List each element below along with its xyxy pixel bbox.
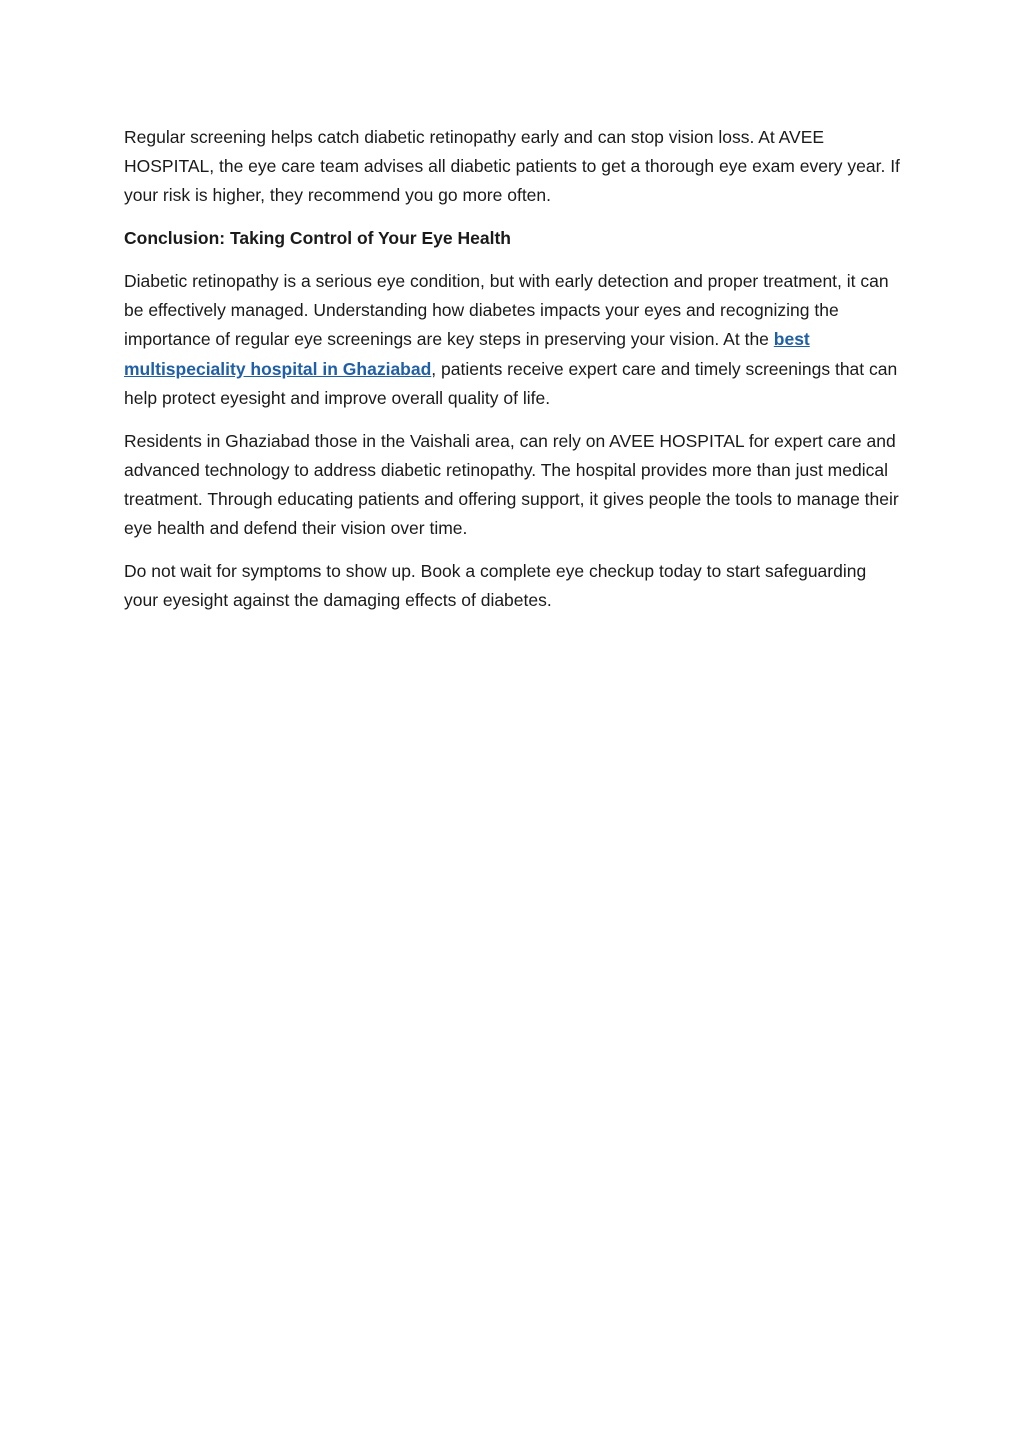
paragraph-call-to-action: Do not wait for symptoms to show up. Book a complete eye checkup today to start safeguarding your eyesight against the damaging effects of diabetes. (124, 561, 867, 611)
paragraph-screening: Regular screening helps catch diabetic retinopathy early and can stop vision loss. At AVEE HOSPITAL, the eye care team advises all diabetic patients to get a thorough eye exam every year. If your risk is higher, they recommend you go more often. (124, 127, 900, 206)
paragraph-residents: Residents in Ghaziabad those in the Vaishali area, can rely on AVEE HOSPITAL for expert care and advanced technology to address diabetic retinopathy. The hospital provides more than just medical treatment. Through educating patients and offering support, it gives people the tools to manage their eye health and defend their vision over time. (124, 430, 899, 539)
paragraph-conclusion-text-after: , patients receive expert care and timely screenings that can help protect eyesight and improve overall quality of life. (124, 358, 898, 408)
document-body (124, 123, 900, 629)
paragraph-conclusion-text-before: Diabetic retinopathy is a serious eye condition, but with early detection and proper treatment, it can be effectively managed. Understanding how diabetes impacts your eyes and recognizing the importance of regular eye screenings are key steps in preserving your vision. At the (124, 271, 889, 350)
section-heading: Conclusion: Taking Control of Your Eye Health (124, 228, 511, 249)
paragraph-conclusion (124, 267, 900, 413)
hospital-link[interactable]: best multispeciality hospital in Ghaziabad (124, 329, 810, 379)
